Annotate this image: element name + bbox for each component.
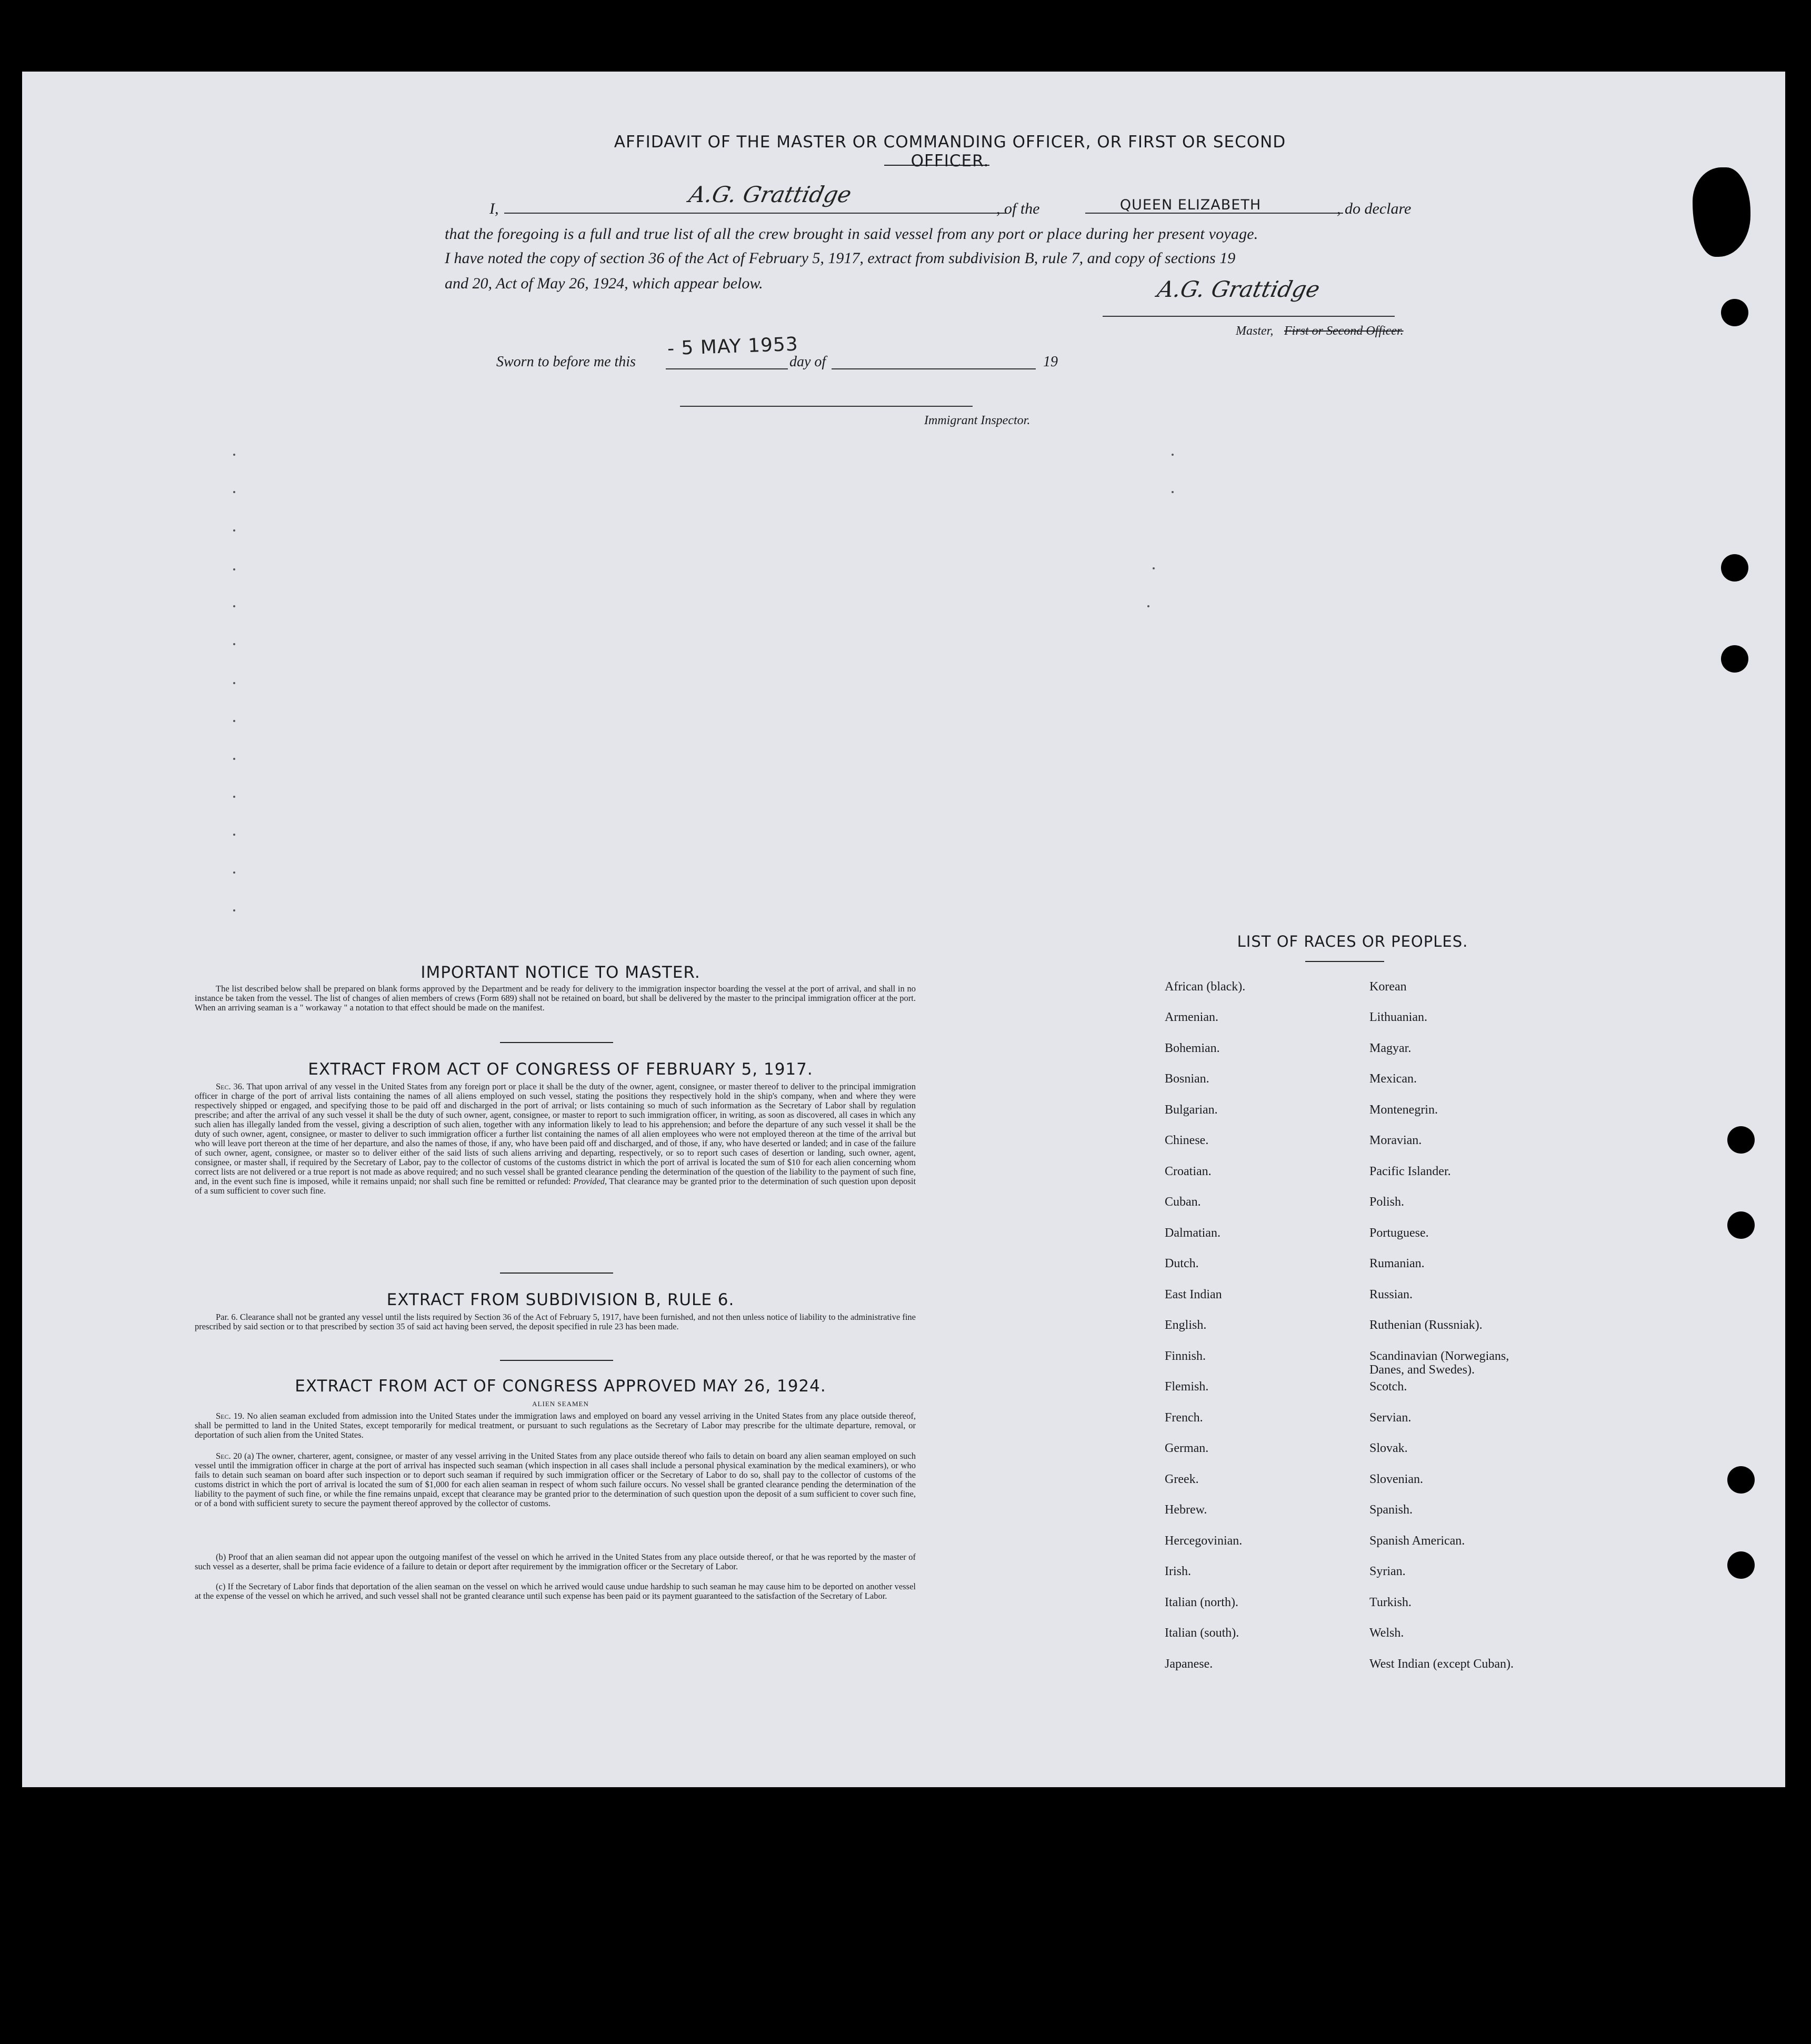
sec-36-label: Sec. 36.: [216, 1081, 244, 1091]
race-item: Cuban.: [1165, 1195, 1201, 1209]
race-item: Irish.: [1165, 1565, 1191, 1578]
race-item: Slovak.: [1369, 1441, 1408, 1455]
race-item: English.: [1165, 1318, 1207, 1332]
scan-dot: [233, 758, 235, 760]
alien-seamen-subtitle: ALIEN SEAMEN: [532, 1400, 589, 1408]
punch-hole: [1721, 554, 1748, 582]
extract-1924-title: EXTRACT FROM ACT OF CONGRESS APPROVED MAY 26, 1924.: [295, 1377, 826, 1396]
scan-dot: [1172, 454, 1174, 456]
sec-20-text: [195, 1451, 916, 1508]
races-title-underline: [1305, 961, 1384, 962]
master-label: Master,: [1236, 324, 1274, 338]
race-item: Syrian.: [1369, 1565, 1406, 1578]
affidavit-line-4: and 20, Act of May 26, 1924, which appear below.: [445, 275, 763, 292]
par-6-label: Par. 6.: [216, 1312, 238, 1322]
inspector-label: Immigrant Inspector.: [924, 414, 1030, 427]
race-item: Polish.: [1369, 1195, 1405, 1209]
sworn-month-line: [832, 368, 1036, 369]
punch-hole: [1727, 1466, 1755, 1494]
race-item: Croatian.: [1165, 1165, 1212, 1178]
race-item: Dalmatian.: [1165, 1226, 1220, 1240]
scan-dot: [233, 568, 235, 570]
affidavit-line-2: that the foregoing is a full and true list of all the crew brought in said vessel from any port or place during her present voyage.: [445, 225, 1258, 243]
punch-hole: [1727, 1211, 1755, 1239]
provided-word: Provided,: [573, 1176, 607, 1186]
race-item: Mexican.: [1369, 1072, 1417, 1086]
scan-dot: [1172, 491, 1174, 493]
race-item: Ruthenian (Russniak).: [1369, 1318, 1483, 1332]
race-item: Bosnian.: [1165, 1072, 1209, 1086]
race-item: Greek.: [1165, 1472, 1199, 1486]
officer-label-struck: First or Second Officer.: [1284, 324, 1404, 338]
sec-36-body: That upon arrival of any vessel in the United States from any foreign port or place it shall be the duty of the owner, agent, consignee, or master thereof to deliver to the principal immigration officer in charge of the port of arrival lists containing the names of all aliens employed on such vessel, stating the positions they respectively hold in the ship's company, when and where they were respectively shipped or engaged, and specifying those to be paid off and discharged in the port of arrival; or lists containing so much of such information as the Secretary of Labor shall by regulation prescribe; and after the arrival of any such vessel it shall be the duty of such owner, agent, consignee, or master to report to such immigration officer, in writing, as soon as discovered, all cases in which any such alien has illegally landed from the vessel, giving a description of such alien, together with any information likely to lead to his apprehension; and before the departure of any such vessel it shall be the duty of such owner, agent, consignee, or master to deliver to such immigration officer a further list containing the names of all alien employees who were not employed thereon at the time of the arrival but who will leave port thereon at the time of her departure, and also the names of those, if any, who have been paid off and discharged, and of those, if any, who have deserted or landed; and in case of the failure of such owner, agent, consignee, or master so to deliver either of the said lists of such aliens arriving and departing, respectively, or so to report such cases of desertion or landing, such owner, agent, consignee, or master shall, if required by the Secretary of Labor, pay to the collector of customs of the customs district in which the port of arrival is located the sum of $10 for each alien concerning whom correct lists are not delivered or a true report is not made as above required; and no such vessel shall be granted clearance pending the determination of the question of the liability to the payment of such fine, and, in the event such fine is imposed, while it remains unpaid; nor shall such fine be remitted or refunded:: [195, 1081, 916, 1186]
year-prefix: 19: [1043, 354, 1058, 370]
do-declare-label: , do declare: [1337, 200, 1412, 217]
notice-title: IMPORTANT NOTICE TO MASTER.: [421, 963, 701, 982]
vessel-name: QUEEN ELIZABETH: [1119, 197, 1262, 213]
race-item: Scotch.: [1369, 1380, 1407, 1394]
sec-36-end: That clearance may be granted prior to the determination of such question upon deposit of a sum sufficient to cover such fine.: [195, 1176, 916, 1196]
race-item: Italian (south).: [1165, 1626, 1239, 1640]
punch-hole: [1721, 299, 1748, 326]
race-item: German.: [1165, 1441, 1209, 1455]
affidavit-line-3: I have noted the copy of section 36 of the Act of February 5, 1917, extract from subdivision B, rule 7, and copy of sections 19: [445, 249, 1236, 267]
par-6-body: Clearance shall not be granted any vessel until the lists required by Section 36 of the Act of February 5, 1917, have been furnished, and not then unless notice of liability to the administrative fine prescribed by said section or to that prescribed by section 35 of said act having been served, the deposit specified in rule 23 has been made.: [195, 1312, 916, 1331]
scan-dot: [233, 909, 235, 911]
sworn-day-line: [666, 368, 788, 369]
scan-dot: [233, 720, 235, 722]
punch-hole: [1727, 1126, 1755, 1154]
race-item: Moravian.: [1369, 1134, 1422, 1147]
race-item: African (black).: [1165, 980, 1246, 994]
race-item: Flemish.: [1165, 1380, 1209, 1394]
race-item: Pacific Islander.: [1369, 1165, 1451, 1178]
race-item: Turkish.: [1369, 1596, 1412, 1609]
sec-20-body: (a) The owner, charterer, agent, consignee, or master of any vessel arriving in the United States from any place outside thereof who fails to detain on board any alien seaman employed on such vessel until the immigration officer in charge at the port of arrival has inspected such seaman (which inspection in all cases shall include a personal physical examination by the medical examiners), or who fails to detain such seaman on board after such inspection or to deport such seaman if required by such immigration officer or the Secretary of Labor to do so, shall pay to the collector of customs of the customs district in which the port of arrival is located the sum of $1,000 for each alien seaman in respect of whom such failure occurs. No vessel shall be granted clearance pending the determination of the liability to the payment of such fine, or while the fine remains unpaid, except that clearance may be granted prior to the determination of such question upon the deposit of a sum sufficient to cover such fine, or of a bond with sufficient surety to secure the payment thereof approved by the collector of customs.: [195, 1451, 916, 1508]
race-item: Portuguese.: [1369, 1226, 1429, 1240]
scan-dot: [233, 834, 235, 836]
race-item: Italian (north).: [1165, 1596, 1238, 1609]
divider: [500, 1360, 613, 1361]
divider: [500, 1273, 613, 1274]
race-item: Chinese.: [1165, 1134, 1209, 1147]
scan-dot: [1153, 567, 1155, 569]
divider: [500, 1042, 613, 1043]
race-item: Spanish American.: [1369, 1534, 1465, 1548]
scan-dot: [233, 682, 235, 684]
extract-1917-title: EXTRACT FROM ACT OF CONGRESS OF FEBRUARY 5, 1917.: [308, 1060, 813, 1079]
scan-dot: [233, 643, 235, 645]
race-item: Servian.: [1369, 1411, 1412, 1425]
race-item: Korean: [1369, 980, 1407, 994]
race-item: French.: [1165, 1411, 1203, 1425]
declarant-signature: A.G. Grattidge: [686, 182, 854, 207]
sec-20c-text: (c) If the Secretary of Labor finds that deportation of the alien seaman on the vessel on which he arrived would cause undue hardship to such seaman he may cause him to be deported on another vessel at the expense of the vessel on which he arrived, and such vessel shall not be granted clearance until such expense has been paid or its payment guaranteed to the satisfaction of the Secretary of Labor.: [195, 1581, 916, 1601]
sec-19-label: Sec. 19.: [216, 1411, 245, 1421]
race-item: East Indian: [1165, 1288, 1222, 1301]
date-stamp: - 5 MAY 1953: [667, 333, 799, 360]
master-signature-line: [1103, 316, 1395, 317]
races-title: LIST OF RACES OR PEOPLES.: [1237, 933, 1468, 950]
scan-dot: [1147, 605, 1149, 607]
race-item: Russian.: [1369, 1288, 1413, 1301]
title-underline: [884, 165, 989, 166]
notice-text: The list described below shall be prepared on blank forms approved by the Department and be ready for delivery to the immigration inspector boarding the vessel at the port of arrival, and shall in no instance be taken from the vessel. The list of changes of alien members of crews (Form 689) shall not be retained on board, but shall be delivered by the master to the principal immigration officer at the port. When an arriving seaman is a " workaway " a notation to that effect should be made on the manifest.: [195, 984, 916, 1013]
punch-hole: [1727, 1551, 1755, 1579]
race-item: Bulgarian.: [1165, 1103, 1218, 1117]
race-item: Scandinavian (Norwegians, Danes, and Swedes).: [1369, 1349, 1509, 1377]
race-item: Hercegovinian.: [1165, 1534, 1243, 1548]
extract-1917-text: [195, 1082, 916, 1196]
race-item: Montenegrin.: [1369, 1103, 1438, 1117]
race-item: Armenian.: [1165, 1010, 1218, 1024]
sec-19-text: [195, 1411, 916, 1440]
race-item: Lithuanian.: [1369, 1010, 1427, 1024]
sec-20-label: Sec. 20: [216, 1451, 242, 1461]
day-of-label: day of: [789, 354, 826, 370]
race-item: Slovenian.: [1369, 1472, 1423, 1486]
declarant-prefix: I,: [489, 200, 499, 217]
race-item: Hebrew.: [1165, 1503, 1207, 1517]
master-signature: A.G. Grattidge: [1155, 276, 1323, 302]
sec-20b-text: (b) Proof that an alien seaman did not appear upon the outgoing manifest of the vessel on which he arrived in the United States from any place outside thereof, or that he was reported by the master of such vessel as a deserter, shall be prima facie evidence of a failure to detain or deport after requirement by the immigration officer or the Secretary of Labor.: [195, 1552, 916, 1571]
scan-dot: [233, 454, 235, 456]
scan-dot: [233, 529, 235, 532]
declarant-line: [504, 213, 1007, 214]
rule-6-text: [195, 1312, 916, 1331]
scan-dot: [233, 605, 235, 607]
race-item: Dutch.: [1165, 1257, 1199, 1270]
sec-19-body: No alien seaman excluded from admission into the United States under the immigration laws and employed on board any vessel arriving in the United States from any place outside thereof, shall be permitted to land in the United States, except temporarily for medical treatment, or pursuant to such regulations as the Secretary of Labor may prescribe for the ultimate departure, removal, or deportation of such alien from the United States.: [195, 1411, 916, 1440]
document-page: [22, 72, 1785, 1787]
punch-hole: [1721, 645, 1748, 673]
race-item: Bohemian.: [1165, 1041, 1220, 1055]
race-item: West Indian (except Cuban).: [1369, 1657, 1514, 1671]
race-item: Rumanian.: [1369, 1257, 1425, 1270]
race-item: Finnish.: [1165, 1349, 1206, 1363]
race-item: Japanese.: [1165, 1657, 1213, 1671]
scan-dot: [233, 796, 235, 798]
race-item: Spanish.: [1369, 1503, 1413, 1517]
affidavit-title: AFFIDAVIT OF THE MASTER OR COMMANDING OFFICER, OR FIRST OR SECOND OFFICER.: [614, 133, 1286, 171]
inspector-signature-line: [680, 406, 973, 407]
ink-blot: [1693, 167, 1750, 257]
scan-dot: [233, 871, 235, 874]
of-the-label: , of the: [996, 200, 1040, 217]
race-item: Welsh.: [1369, 1626, 1404, 1640]
race-item: Magyar.: [1369, 1041, 1412, 1055]
sworn-prefix: Sworn to before me this: [496, 354, 636, 370]
rule-6-title: EXTRACT FROM SUBDIVISION B, RULE 6.: [386, 1290, 735, 1309]
scan-dot: [233, 491, 235, 493]
